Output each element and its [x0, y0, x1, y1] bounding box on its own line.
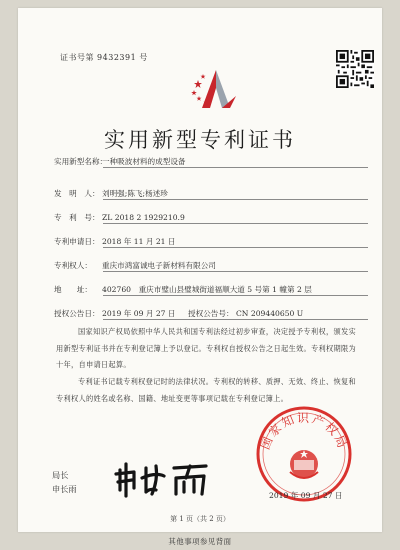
field-underline [103, 295, 368, 296]
field-value: 一种吸波材料的成型设备 [102, 157, 186, 166]
document-title: 实用新型专利证书 [104, 128, 296, 152]
field-label: 发 明 人： [54, 189, 100, 198]
cert-no-label: 证书号第 [60, 53, 94, 62]
field-underline [103, 167, 368, 168]
field-value: 重庆市鸿富诚电子新材料有限公司 [102, 261, 216, 270]
field-label: 地 址： [54, 285, 92, 294]
field-utility-model-name [54, 156, 186, 167]
field-value: 刘明强;陈飞;杨述珍 [102, 189, 168, 198]
body-paragraph-2: 专利证书记载专利权登记时的法律状况。专利权的转移、质押、无效、终止、恢复和专利权人的姓名或名称、国籍、地址变更等事项记载在专利登记簿上。 [56, 377, 356, 403]
field-value: 2018 年 11 月 21 日 [102, 237, 176, 246]
field-label: 专利申请日： [54, 237, 100, 246]
field-label: 授权公告日： [54, 309, 100, 318]
field-underline [103, 223, 368, 224]
field-value: 2019 年 09 月 27 日 [102, 309, 176, 318]
field-grant-date [54, 308, 303, 319]
certificate-sheet [18, 8, 382, 532]
back-note: 其他事项参见背面 [168, 537, 232, 546]
field-value: ZL 2018 2 1929210.9 [102, 213, 185, 222]
field-underline [103, 319, 368, 320]
field-patent-number [54, 212, 185, 223]
field-patentee [54, 260, 216, 271]
field-underline [103, 199, 368, 200]
field-value: CN 209440650 U [236, 309, 304, 318]
handwritten-signature [112, 458, 216, 500]
field-value: 402760 重庆市璧山县璧城街道福顺大道 5 号第 1 幢第 2 层 [102, 285, 312, 294]
qr-code-icon [336, 50, 374, 88]
field-inventor [54, 188, 168, 199]
field-label: 专利权人： [54, 261, 92, 270]
page-number: 第 1 页（共 2 页） [170, 515, 230, 523]
field-address [54, 284, 312, 295]
field-underline [103, 271, 368, 272]
certificate-number [60, 52, 148, 63]
cnipa-emblem-icon [186, 66, 248, 116]
cert-no-suffix: 号 [139, 53, 148, 62]
field-label: 授权公告号： [188, 309, 234, 318]
field-label: 专 利 号： [54, 213, 100, 222]
chief-name: 申长雨 [52, 484, 77, 494]
field-filing-date [54, 236, 176, 247]
seal-date: 2019 年 09 月 27 日 [269, 491, 343, 500]
field-underline [103, 247, 368, 248]
svg-text:国家知识产权局 [258, 411, 350, 452]
field-label: 实用新型名称： [54, 157, 108, 166]
cert-no-value: 9432391 [97, 53, 137, 62]
seal-text: 国家知识产权局 [257, 411, 351, 452]
body-paragraph-1: 国家知识产权局依照中华人民共和国专利法经过初步审查，决定授予专利权，颁发实用新型专利证书并在专利登记簿上予以登记。专利权自授权公告之日起生效。专利权期限为十年，自申请日起算。 [56, 327, 356, 369]
chief-title: 局长 [52, 470, 69, 480]
official-seal-icon [254, 404, 354, 504]
